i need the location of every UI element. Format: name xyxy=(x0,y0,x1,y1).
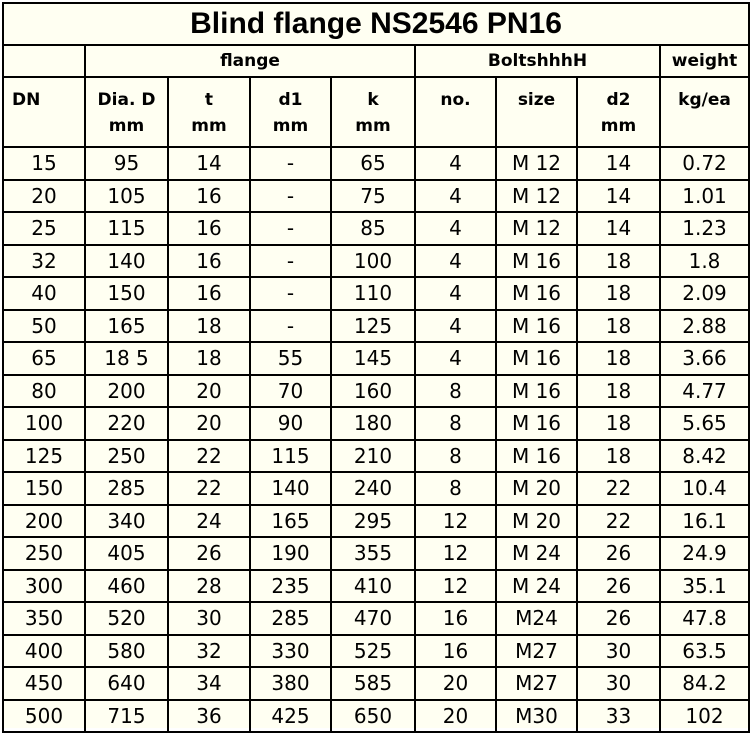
cell-bolt-size: M 12 xyxy=(496,180,577,213)
cell-t: 34 xyxy=(168,667,250,700)
cell-bolt-no: 4 xyxy=(415,245,496,278)
cell-bolt-size: M27 xyxy=(496,667,577,700)
cell-weight: 1.8 xyxy=(660,245,749,278)
table-title: Blind flange NS2546 PN16 xyxy=(3,3,749,45)
cell-bolt-no: 4 xyxy=(415,180,496,213)
cell-dn: 300 xyxy=(3,570,85,603)
cell-bolt-size: M 16 xyxy=(496,375,577,408)
cell-dia: 715 xyxy=(85,700,168,733)
cell-dn: 150 xyxy=(3,472,85,505)
cell-weight: 16.1 xyxy=(660,505,749,538)
cell-bolt-size: M 12 xyxy=(496,147,577,180)
cell-d1: - xyxy=(250,245,331,278)
cell-dn: 500 xyxy=(3,700,85,733)
cell-bolt-size: M 12 xyxy=(496,212,577,245)
column-header-dia: Dia. D xyxy=(85,77,168,112)
cell-bolt-size: M24 xyxy=(496,602,577,635)
cell-d2: 30 xyxy=(577,667,660,700)
cell-bolt-no: 16 xyxy=(415,635,496,668)
cell-k: 410 xyxy=(331,570,415,603)
cell-weight: 3.66 xyxy=(660,342,749,375)
cell-d2: 18 xyxy=(577,310,660,343)
table-row xyxy=(3,245,749,278)
cell-d1: 55 xyxy=(250,342,331,375)
cell-d1: 115 xyxy=(250,440,331,473)
cell-dn: 40 xyxy=(3,277,85,310)
cell-bolt-size: M 16 xyxy=(496,342,577,375)
cell-d2: 18 xyxy=(577,277,660,310)
cell-d1: 380 xyxy=(250,667,331,700)
cell-weight: 63.5 xyxy=(660,635,749,668)
unit-cell-size xyxy=(496,112,577,147)
cell-bolt-no: 8 xyxy=(415,375,496,408)
cell-bolt-size: M 20 xyxy=(496,505,577,538)
cell-d2: 26 xyxy=(577,602,660,635)
cell-k: 210 xyxy=(331,440,415,473)
cell-bolt-no: 4 xyxy=(415,310,496,343)
cell-k: 470 xyxy=(331,602,415,635)
cell-dn: 80 xyxy=(3,375,85,408)
cell-bolt-size: M 20 xyxy=(496,472,577,505)
table-row xyxy=(3,537,749,570)
cell-bolt-size: M 16 xyxy=(496,277,577,310)
table-row xyxy=(3,700,749,733)
cell-dia: 640 xyxy=(85,667,168,700)
table-row xyxy=(3,505,749,538)
cell-d2: 18 xyxy=(577,407,660,440)
cell-d1: 190 xyxy=(250,537,331,570)
cell-d2: 26 xyxy=(577,537,660,570)
table-row xyxy=(3,440,749,473)
cell-bolt-no: 16 xyxy=(415,602,496,635)
table-row xyxy=(3,602,749,635)
column-header-size: size xyxy=(496,77,577,112)
table-row xyxy=(3,180,749,213)
cell-dia: 200 xyxy=(85,375,168,408)
cell-d2: 18 xyxy=(577,342,660,375)
column-header-t: t xyxy=(168,77,250,112)
cell-t: 18 xyxy=(168,342,250,375)
cell-weight: 35.1 xyxy=(660,570,749,603)
cell-t: 22 xyxy=(168,440,250,473)
cell-weight: 102 xyxy=(660,700,749,733)
cell-bolt-no: 4 xyxy=(415,277,496,310)
cell-k: 145 xyxy=(331,342,415,375)
table-body xyxy=(3,147,749,732)
cell-t: 20 xyxy=(168,375,250,408)
cell-k: 110 xyxy=(331,277,415,310)
cell-bolt-size: M 24 xyxy=(496,537,577,570)
cell-dia: 520 xyxy=(85,602,168,635)
cell-dn: 250 xyxy=(3,537,85,570)
cell-d2: 18 xyxy=(577,375,660,408)
cell-weight: 47.8 xyxy=(660,602,749,635)
cell-k: 295 xyxy=(331,505,415,538)
group-header-flange: flange xyxy=(85,45,415,77)
cell-d2: 14 xyxy=(577,212,660,245)
unit-label-d2: mm xyxy=(577,112,660,147)
cell-t: 30 xyxy=(168,602,250,635)
table-row xyxy=(3,277,749,310)
cell-bolt-no: 4 xyxy=(415,147,496,180)
cell-bolt-no: 4 xyxy=(415,212,496,245)
cell-d2: 30 xyxy=(577,635,660,668)
table-row xyxy=(3,310,749,343)
column-header-kgea: kg/ea xyxy=(660,77,749,112)
column-header-d1: d1 xyxy=(250,77,331,112)
cell-dn: 125 xyxy=(3,440,85,473)
cell-k: 240 xyxy=(331,472,415,505)
cell-k: 180 xyxy=(331,407,415,440)
cell-d1: 330 xyxy=(250,635,331,668)
cell-d1: - xyxy=(250,310,331,343)
group-header-blank xyxy=(3,45,85,77)
table-row xyxy=(3,667,749,700)
cell-dia: 285 xyxy=(85,472,168,505)
cell-bolt-size: M27 xyxy=(496,635,577,668)
cell-bolt-size: M 16 xyxy=(496,440,577,473)
unit-label-k: mm xyxy=(331,112,415,147)
cell-bolt-no: 12 xyxy=(415,505,496,538)
table-row xyxy=(3,342,749,375)
table-row xyxy=(3,147,749,180)
table-row xyxy=(3,407,749,440)
cell-dia: 150 xyxy=(85,277,168,310)
cell-dn: 400 xyxy=(3,635,85,668)
cell-bolt-no: 8 xyxy=(415,472,496,505)
cell-dia: 340 xyxy=(85,505,168,538)
cell-d1: - xyxy=(250,277,331,310)
column-header-d2: d2 xyxy=(577,77,660,112)
table-row xyxy=(3,570,749,603)
column-header-dn: DN xyxy=(3,77,85,112)
unit-label-d1: mm xyxy=(250,112,331,147)
cell-t: 36 xyxy=(168,700,250,733)
cell-dn: 20 xyxy=(3,180,85,213)
cell-k: 160 xyxy=(331,375,415,408)
cell-d1: - xyxy=(250,180,331,213)
cell-weight: 1.23 xyxy=(660,212,749,245)
table-row xyxy=(3,635,749,668)
cell-bolt-no: 8 xyxy=(415,440,496,473)
table-row xyxy=(3,472,749,505)
cell-d1: 425 xyxy=(250,700,331,733)
cell-dn: 65 xyxy=(3,342,85,375)
cell-t: 22 xyxy=(168,472,250,505)
cell-k: 65 xyxy=(331,147,415,180)
cell-t: 32 xyxy=(168,635,250,668)
cell-dn: 25 xyxy=(3,212,85,245)
unit-cell-no xyxy=(415,112,496,147)
unit-label-t: mm xyxy=(168,112,250,147)
cell-weight: 2.88 xyxy=(660,310,749,343)
unit-label-dia: mm xyxy=(85,112,168,147)
cell-weight: 1.01 xyxy=(660,180,749,213)
cell-dia: 18 5 xyxy=(85,342,168,375)
cell-dia: 250 xyxy=(85,440,168,473)
cell-k: 125 xyxy=(331,310,415,343)
cell-t: 24 xyxy=(168,505,250,538)
cell-d1: - xyxy=(250,147,331,180)
cell-dia: 140 xyxy=(85,245,168,278)
cell-d1: - xyxy=(250,212,331,245)
cell-bolt-no: 12 xyxy=(415,570,496,603)
cell-k: 650 xyxy=(331,700,415,733)
table-row xyxy=(3,212,749,245)
cell-d1: 235 xyxy=(250,570,331,603)
cell-weight: 5.65 xyxy=(660,407,749,440)
cell-dia: 115 xyxy=(85,212,168,245)
cell-dn: 100 xyxy=(3,407,85,440)
table-row xyxy=(3,375,749,408)
cell-d2: 33 xyxy=(577,700,660,733)
cell-dia: 405 xyxy=(85,537,168,570)
cell-bolt-no: 8 xyxy=(415,407,496,440)
cell-bolt-size: M 16 xyxy=(496,407,577,440)
cell-d2: 22 xyxy=(577,505,660,538)
cell-d2: 18 xyxy=(577,245,660,278)
column-header-k: k xyxy=(331,77,415,112)
cell-bolt-size: M 16 xyxy=(496,245,577,278)
cell-weight: 24.9 xyxy=(660,537,749,570)
cell-k: 355 xyxy=(331,537,415,570)
cell-t: 16 xyxy=(168,180,250,213)
cell-bolt-no: 20 xyxy=(415,667,496,700)
cell-t: 16 xyxy=(168,245,250,278)
cell-k: 100 xyxy=(331,245,415,278)
cell-k: 585 xyxy=(331,667,415,700)
cell-weight: 8.42 xyxy=(660,440,749,473)
flange-spec-sheet xyxy=(2,2,748,728)
column-header-no: no. xyxy=(415,77,496,112)
cell-bolt-size: M 24 xyxy=(496,570,577,603)
cell-t: 18 xyxy=(168,310,250,343)
cell-t: 20 xyxy=(168,407,250,440)
cell-d1: 140 xyxy=(250,472,331,505)
cell-k: 75 xyxy=(331,180,415,213)
cell-bolt-no: 12 xyxy=(415,537,496,570)
cell-d2: 14 xyxy=(577,147,660,180)
unit-cell-dn xyxy=(3,112,85,147)
cell-d2: 26 xyxy=(577,570,660,603)
cell-d2: 14 xyxy=(577,180,660,213)
cell-dn: 50 xyxy=(3,310,85,343)
cell-weight: 4.77 xyxy=(660,375,749,408)
cell-weight: 10.4 xyxy=(660,472,749,505)
cell-t: 28 xyxy=(168,570,250,603)
cell-weight: 2.09 xyxy=(660,277,749,310)
cell-d2: 22 xyxy=(577,472,660,505)
cell-weight: 84.2 xyxy=(660,667,749,700)
cell-t: 16 xyxy=(168,212,250,245)
unit-cell-weight xyxy=(660,112,749,147)
cell-bolt-no: 20 xyxy=(415,700,496,733)
cell-dia: 580 xyxy=(85,635,168,668)
cell-d1: 90 xyxy=(250,407,331,440)
cell-t: 14 xyxy=(168,147,250,180)
cell-dia: 460 xyxy=(85,570,168,603)
cell-dn: 450 xyxy=(3,667,85,700)
cell-k: 525 xyxy=(331,635,415,668)
cell-dn: 15 xyxy=(3,147,85,180)
cell-d1: 285 xyxy=(250,602,331,635)
cell-dia: 165 xyxy=(85,310,168,343)
cell-dn: 32 xyxy=(3,245,85,278)
group-header-weight: weight xyxy=(660,45,749,77)
cell-d2: 18 xyxy=(577,440,660,473)
cell-dn: 200 xyxy=(3,505,85,538)
cell-k: 85 xyxy=(331,212,415,245)
group-header-bolts: BoltshhhH xyxy=(415,45,660,77)
cell-d1: 165 xyxy=(250,505,331,538)
cell-weight: 0.72 xyxy=(660,147,749,180)
cell-dia: 105 xyxy=(85,180,168,213)
cell-dn: 350 xyxy=(3,602,85,635)
flange-table xyxy=(2,2,750,733)
cell-dia: 95 xyxy=(85,147,168,180)
cell-bolt-no: 4 xyxy=(415,342,496,375)
cell-t: 26 xyxy=(168,537,250,570)
cell-bolt-size: M30 xyxy=(496,700,577,733)
cell-bolt-size: M 16 xyxy=(496,310,577,343)
cell-d1: 70 xyxy=(250,375,331,408)
cell-dia: 220 xyxy=(85,407,168,440)
cell-t: 16 xyxy=(168,277,250,310)
